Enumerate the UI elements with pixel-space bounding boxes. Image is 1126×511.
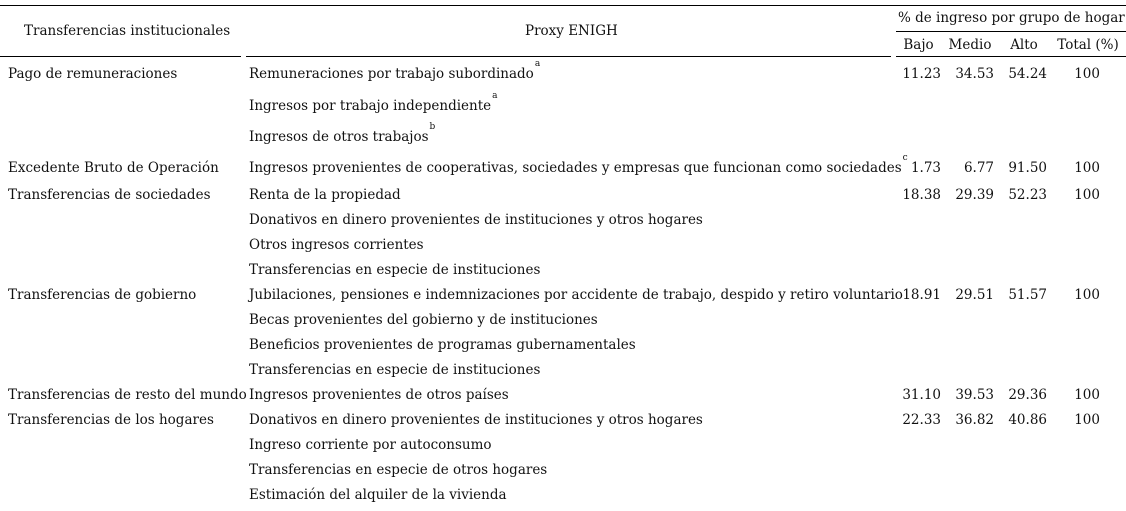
- row-proxy: Renta de la propiedad: [249, 187, 401, 203]
- row-value: 18.38: [902, 187, 941, 203]
- row-value: 40.86: [1008, 412, 1047, 428]
- row-value: 100: [1074, 387, 1100, 403]
- row-value: 18.91: [902, 287, 941, 303]
- header-transferencias: Transferencias institucionales: [24, 23, 231, 39]
- row-value: 100: [1074, 66, 1100, 82]
- row-value: 1.73: [910, 160, 941, 176]
- row-proxy: Ingresos provenientes de cooperativas, sociedades y empresas que funcionan como sociedades$^c$: [249, 153, 908, 176]
- col2-header-rule: [246, 56, 891, 57]
- row-proxy: Becas provenientes del gobierno y de instituciones: [249, 312, 598, 328]
- row-value: 100: [1074, 187, 1100, 203]
- row-label: Pago de remuneraciones: [8, 66, 178, 82]
- row-value: 100: [1074, 412, 1100, 428]
- row-proxy: Estimación del alquiler de la vivienda: [249, 487, 507, 503]
- row-proxy: Otros ingresos corrientes: [249, 237, 424, 253]
- row-proxy: Remuneraciones por trabajo subordinado$^a$: [249, 59, 541, 82]
- row-proxy: Transferencias en especie de instituciones: [249, 362, 541, 378]
- row-value: 100: [1074, 287, 1100, 303]
- row-proxy: Jubilaciones, pensiones e indemnizaciones por accidente de trabajo, despido y retiro voluntario: [249, 287, 903, 303]
- row-value: 29.36: [1008, 387, 1047, 403]
- footnote-marker: b: [429, 122, 436, 132]
- row-label: Excedente Bruto de Operación: [8, 160, 219, 176]
- row-value: 34.53: [955, 66, 994, 82]
- row-value: 31.10: [902, 387, 941, 403]
- row-value: 52.23: [1008, 187, 1047, 203]
- subheader-alto: Alto: [1010, 37, 1038, 53]
- row-value: 6.77: [963, 160, 994, 176]
- row-proxy: Ingreso corriente por autoconsumo: [249, 437, 492, 453]
- row-proxy: Beneficios provenientes de programas gubernamentales: [249, 337, 636, 353]
- footnote-marker: a: [534, 59, 541, 69]
- row-value: 91.50: [1008, 160, 1047, 176]
- header-proxy-enigh: Proxy ENIGH: [525, 23, 618, 39]
- row-proxy: Transferencias en especie de otros hogares: [249, 462, 548, 478]
- row-proxy: Donativos en dinero provenientes de instituciones y otros hogares: [249, 412, 703, 428]
- row-proxy: Ingresos por trabajo independiente$^a$: [249, 91, 498, 114]
- row-proxy: Transferencias en especie de instituciones: [249, 262, 541, 278]
- row-value: 39.53: [955, 387, 994, 403]
- row-label: Transferencias de gobierno: [8, 287, 197, 303]
- group-header-rule: [896, 31, 1126, 32]
- col1-header-rule: [0, 56, 241, 57]
- row-label: Transferencias de resto del mundo: [8, 387, 247, 403]
- footnote-marker: a: [492, 91, 498, 101]
- row-proxy: Ingresos provenientes de otros países: [249, 387, 509, 403]
- row-value: 11.23: [902, 66, 941, 82]
- subheader-medio: Medio: [948, 37, 992, 53]
- subheader-total: Total (%): [1057, 37, 1119, 53]
- row-label: Transferencias de los hogares: [8, 412, 214, 428]
- subheader-bajo: Bajo: [903, 37, 934, 53]
- header-income-group: % de ingreso por grupo de hogar: [898, 10, 1125, 26]
- footnote-marker: c: [902, 153, 908, 163]
- row-value: 54.24: [1008, 66, 1047, 82]
- row-value: 29.39: [955, 187, 994, 203]
- row-proxy: Donativos en dinero provenientes de instituciones y otros hogares: [249, 212, 703, 228]
- row-proxy: Ingresos de otros trabajos$^b$: [249, 122, 436, 145]
- top-rule: [0, 5, 1126, 6]
- row-label: Transferencias de sociedades: [8, 187, 211, 203]
- row-value: 51.57: [1008, 287, 1047, 303]
- row-value: 36.82: [955, 412, 994, 428]
- subheader-rule: [896, 56, 1126, 57]
- row-value: 29.51: [955, 287, 994, 303]
- row-value: 100: [1074, 160, 1100, 176]
- row-value: 22.33: [902, 412, 941, 428]
